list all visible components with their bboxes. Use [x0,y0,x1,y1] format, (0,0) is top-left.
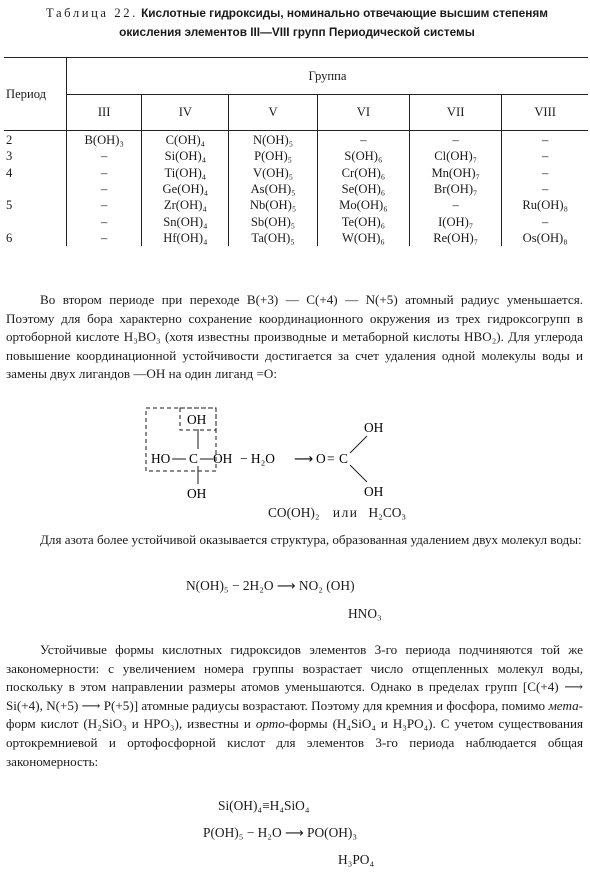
period-cell: 2 [4,131,67,149]
table-cell: – [67,197,142,213]
table-cell: Se(OH)₆ [317,181,409,197]
table-label: Таблица 22. [46,6,138,20]
reaction-arrow: ⟶ [294,452,314,467]
table-cell: – [502,181,588,197]
table-cell: – [67,165,142,181]
bond-line [350,465,367,482]
group-col-VIII: VIII [502,95,588,131]
oxygen-label: O [316,451,326,466]
table-title-line1: Кислотные гидроксиды, номинально отвечающие высшим степеням [141,6,548,20]
table-cell: Ru(OH)₈ [502,197,588,213]
table-cell: As(OH)₅ [229,181,317,197]
table-cell: B(OH)₃ [67,131,142,149]
table-cell: Cr(OH)₆ [317,165,409,181]
table-cell: I(OH)₇ [410,213,502,229]
oh-bottom-label: OH [187,486,207,501]
table-cell: Mo(OH)₆ [317,197,409,213]
phosphoric-acid-formula: H₃PO₄ [338,852,375,867]
phosphoric-acid-equation: P(OH)₅ − H₂O ⟶ PO(OH)₃ [203,825,358,841]
table-cell: – [502,165,588,181]
table-cell: – [410,131,502,149]
paragraph-period3: Устойчивые формы кислотных гидроксидов элементов 3-го периода подчиняются той же закономерности: с увеличением номера группы возрастает число отщепленных молекул воды, поскольку в этом направлении размеры атомов уменьшаются. Однако в пределах групп [C(+4) ⟶ Si(+4), N(+5) ⟶ P(+5)] атомные радиусы возрастают. Поэтому для кремния и фосфора, помимо мета-форм кислот (H₂SiO₃ и HPO₃), известны и орто-формы (H₄SiO₄ и H₃PO₄). С учетом существования ортокремниевой и ортофосфорной кислот для элементов 3-го периода наблюдается общая закономерность: [6,642,583,769]
table-cell: Si(OH)₄ [142,148,229,164]
table-cell: Sn(OH)₄ [142,213,229,229]
carbon-label: C [189,451,198,466]
table-cell: Cl(OH)₇ [410,148,502,164]
group-col-VII: VII [410,95,502,131]
group-col-V: V [229,95,317,131]
table-cell: – [502,131,588,149]
table-cell: – [67,181,142,197]
group-col-VI: VI [317,95,409,131]
table-cell: Nb(OH)₅ [229,197,317,213]
table-cell: Mn(OH)₇ [410,165,502,181]
table-cell: Te(OH)₆ [317,213,409,229]
table-cell: – [67,230,142,246]
table-cell: Os(OH)₈ [502,230,588,246]
table-title-line2: окисления элементов III—VIII групп Периодической системы [119,25,475,39]
table-cell: Ge(OH)₄ [142,181,229,197]
minus-water-label: − H₂O [240,451,275,466]
bond-line [350,436,367,453]
table-cell: Zr(OH)₄ [142,197,229,213]
carbonic-acid-equation: CO(OH)₂ или H₂CO₃ [268,505,407,520]
table-cell: – [317,131,409,149]
period-cell: 6 [4,230,67,246]
table-cell: Br(OH)₇ [410,181,502,197]
silicic-acid-equation: Si(OH)₄≡H₄SiO₄ [218,798,310,813]
group-header: Группа [67,58,589,95]
nitrogen-equation: N(OH)₅ − 2H₂O ⟶ NO₂ (OH) [186,578,355,594]
period-cell: 3 [4,148,67,164]
oh-down-label: OH [364,484,384,499]
table-cell: Hf(OH)₄ [142,230,229,246]
table-cell: C(OH)₄ [142,131,229,149]
table-cell: W(OH)₆ [317,230,409,246]
oh-top-label: OH [187,412,207,427]
period-cell: 4 [4,165,67,181]
table-cell: – [67,148,142,164]
group-col-IV: IV [142,95,229,131]
group-col-III: III [67,95,142,131]
oh-right-label: OH [213,451,233,466]
table-cell: Ta(OH)₅ [229,230,317,246]
table-cell: – [502,213,588,229]
nitric-acid-formula: HNO₃ [348,606,382,621]
period-header: Период [4,58,67,131]
carbon2-label: C [339,451,348,466]
table-cell: N(OH)₅ [229,131,317,149]
oh-up-label: OH [364,420,384,435]
table-cell: Sb(OH)₅ [229,213,317,229]
table-cell: S(OH)₆ [317,148,409,164]
ho-label: HO [151,451,171,466]
table-cell: – [502,148,588,164]
table-cell: Re(OH)₇ [410,230,502,246]
table-cell: – [67,213,142,229]
table-cell: – [410,197,502,213]
table-cell: V(OH)₅ [229,165,317,181]
table-cell: P(OH)₅ [229,148,317,164]
table-cell: Ti(OH)₄ [142,165,229,181]
double-bond: = [327,451,335,466]
paragraph-period2: Во втором периоде при переходе B(+3) — C(+4) — N(+5) атомный радиус уменьшается. Поэтому для бора характерно сохранение координационного окружения из трех гидроксогрупп в ортоборной кислоте H₃BO₃ (хотя известны производные и метаборной кислоты HBO₂). Для углерода повышение координационной устойчивости достигается за счет удаления одной молекулы воды и замены двух лигандов —OH на один лиганд =O: [6,292,583,382]
paragraph-nitrogen: Для азота более устойчивой оказывается структура, образованная удалением двух молекул воды: [40,532,582,547]
period-cell: 5 [4,197,67,213]
